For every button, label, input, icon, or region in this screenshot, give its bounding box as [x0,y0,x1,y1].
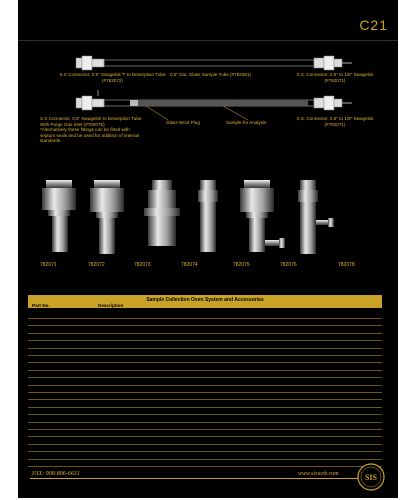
callout-connector-top-left: S.S Connector, 0.5" Swagelok™ to Desorption Tube (#782072) [59,72,166,83]
fitting-782071-drawing [42,180,76,252]
part-number-782078: 782078 [338,262,355,268]
fitting-782073-drawing [144,180,180,246]
catalog-page [18,0,398,498]
table-row [28,466,382,467]
table-row [28,385,382,386]
fitting-782076-drawing [298,180,334,254]
table-row [28,407,382,408]
table-row [28,399,382,400]
part-number-782073: 782073 [134,262,151,268]
callout-glass-tube: 0.5" Dia. Glass Sample Tube (#782061) [170,72,252,77]
sis-logo [356,462,386,492]
top-assembly-drawing [76,56,352,70]
fitting-782075-drawing [240,180,285,252]
fitting-782074-drawing [198,180,218,252]
table-row [28,436,382,437]
part-number-782074: 782074 [181,262,198,268]
table-row [28,370,382,371]
table-row [28,318,382,319]
logo-text: SIS [364,473,378,482]
footer-website: www.sisweb.com [298,471,339,477]
table-row [28,414,382,415]
assembly-diagram [18,0,398,290]
page-number: C21 [359,17,388,33]
callout-connector-mid-left: S.S Connector, 0.5" Swagelok to Desorption Tube With Purge Gas Inlet (#782075) *Alternatively these fittings can be fitted with septum seals and be used for addition of internal standards. [40,116,142,144]
table-row [28,348,382,349]
footer-rule [30,478,360,479]
part-number-782076: 782076 [280,262,297,268]
part-number-782072: 782072 [88,262,105,268]
table-row [28,422,382,423]
table-row [28,377,382,378]
table-header [28,295,382,308]
fitting-782072-drawing [90,180,124,254]
table-row [28,333,382,334]
part-number-782071: 782071 [40,262,57,268]
table-row [28,355,382,356]
table-row [28,459,382,460]
table-row [28,325,382,326]
callout-sample-analysis: Sample for Analysis [226,120,267,125]
table-row [28,451,382,452]
callout-glass-wool: Glass Wool Plug [166,120,200,125]
footer-fax: FAX: 908-806-6631 [32,471,80,477]
table-row [28,429,382,430]
callout-connector-mid-right: S.S. Connector, 0.5" to 1/8" Swagelok (#782071) [296,116,374,127]
callout-connector-top-right: S.S. Connector, 0.5" to 1/8" Swagelok (#782071) [296,72,374,83]
table-row [28,362,382,363]
table-row [28,392,382,393]
table-row [28,340,382,341]
column-header-part-no: Part No. [32,303,50,308]
part-number-782075: 782075 [233,262,250,268]
column-header-description: Description [98,303,124,308]
table-title: Sample Collection Oven System and Accessories [146,297,264,303]
table-row [28,444,382,445]
